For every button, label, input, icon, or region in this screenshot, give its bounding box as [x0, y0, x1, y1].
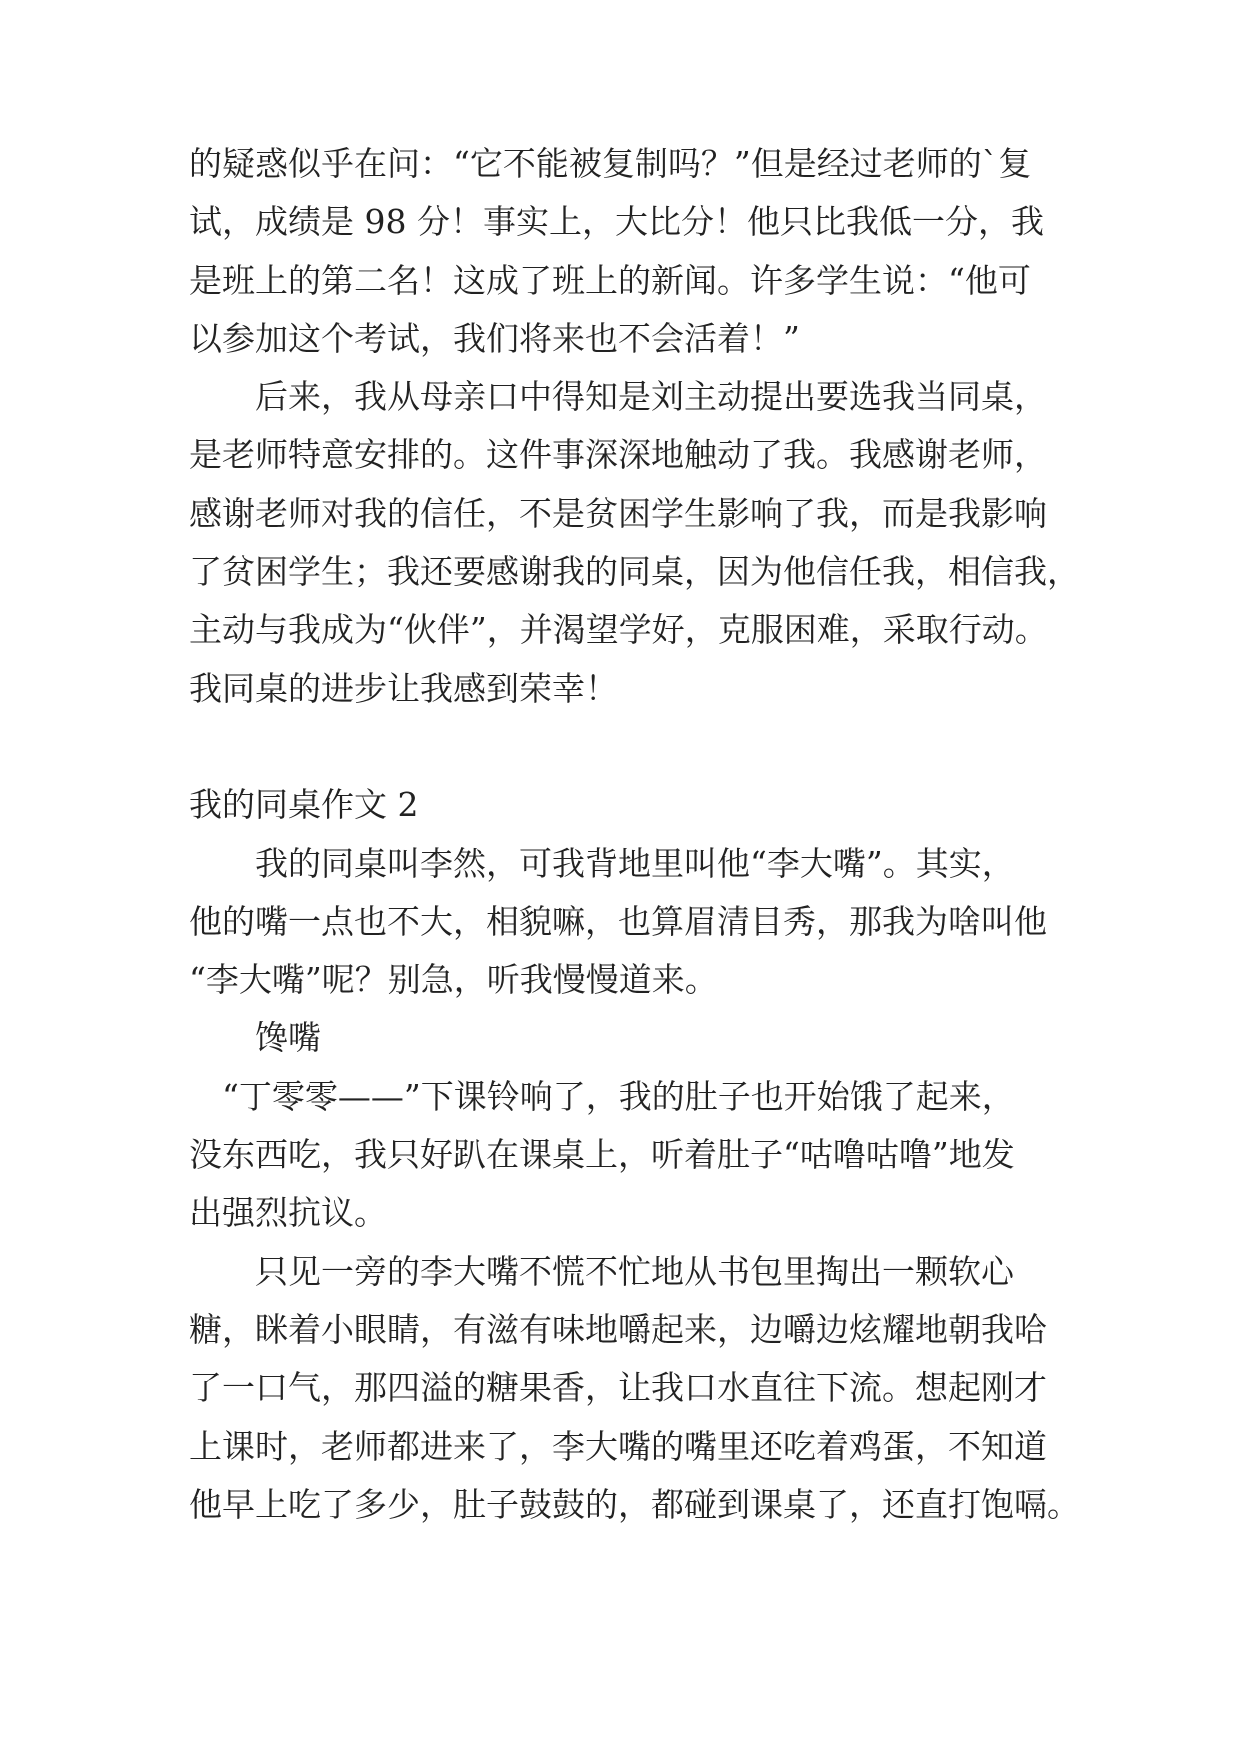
text-line: 是班上的第二名！这成了班上的新闻。许多学生说：“他可: [189, 260, 1031, 300]
section-heading: 我的同桌作文 2: [189, 785, 419, 825]
text-line: 没东西吃，我只好趴在课桌上，听着肚子“咕噜咕噜”地发: [189, 1135, 1015, 1175]
subsection-heading: 馋嘴: [189, 1018, 321, 1058]
essay-body: [189, 135, 1080, 1534]
text-line: 的疑惑似乎在问：“它不能被复制吗？”但是经过老师的`复: [189, 144, 1032, 183]
text-line: 只见一旁的李大嘴不慌不忙地从书包里掏出一颗软心: [189, 1251, 1014, 1291]
text-line: 了贫困学生；我还要感谢我的同桌，因为他信任我，相信我，: [189, 552, 1080, 592]
text-line: 了一口气，那四溢的糖果香，让我口水直往下流。想起刚才: [189, 1368, 1047, 1408]
text-line: 我的同桌叫李然，可我背地里叫他“李大嘴”。其实，: [189, 843, 1015, 883]
text-line: 他早上吃了多少，肚子鼓鼓的，都碰到课桌了，还直打饱嗝。: [189, 1484, 1080, 1524]
text-line: “李大嘴”呢？别急，听我慢慢道来。: [189, 960, 718, 1000]
text-line: 出强烈抗议。: [189, 1193, 387, 1233]
text-line: 是老师特意安排的。这件事深深地触动了我。我感谢老师，: [189, 435, 1047, 475]
text-line: 他的嘴一点也不大，相貌嘛，也算眉清目秀，那我为啥叫他: [189, 901, 1047, 941]
blank-line: [189, 718, 1069, 776]
text-line: 主动与我成为“伙伴”，并渴望学好，克服困难，采取行动。: [189, 610, 1048, 650]
text-line: 以参加这个考试，我们将来也不会活着！”: [189, 318, 800, 358]
text-line: “丁零零——”下课铃响了，我的肚子也开始饿了起来，: [189, 1076, 1015, 1116]
text-line: 后来，我从母亲口中得知是刘主动提出要选我当同桌，: [189, 377, 1047, 417]
text-line: 糖，眯着小眼睛，有滋有味地嚼起来，边嚼边炫耀地朝我哈: [189, 1309, 1047, 1349]
text-line: 试，成绩是 98 分！事实上，大比分！他只比我低一分，我: [189, 202, 1044, 242]
text-line: 上课时，老师都进来了，李大嘴的嘴里还吃着鸡蛋，不知道: [189, 1426, 1047, 1466]
text-line: 我同桌的进步让我感到荣幸！: [189, 668, 618, 708]
text-line: 感谢老师对我的信任，不是贫困学生影响了我，而是我影响: [189, 493, 1047, 533]
